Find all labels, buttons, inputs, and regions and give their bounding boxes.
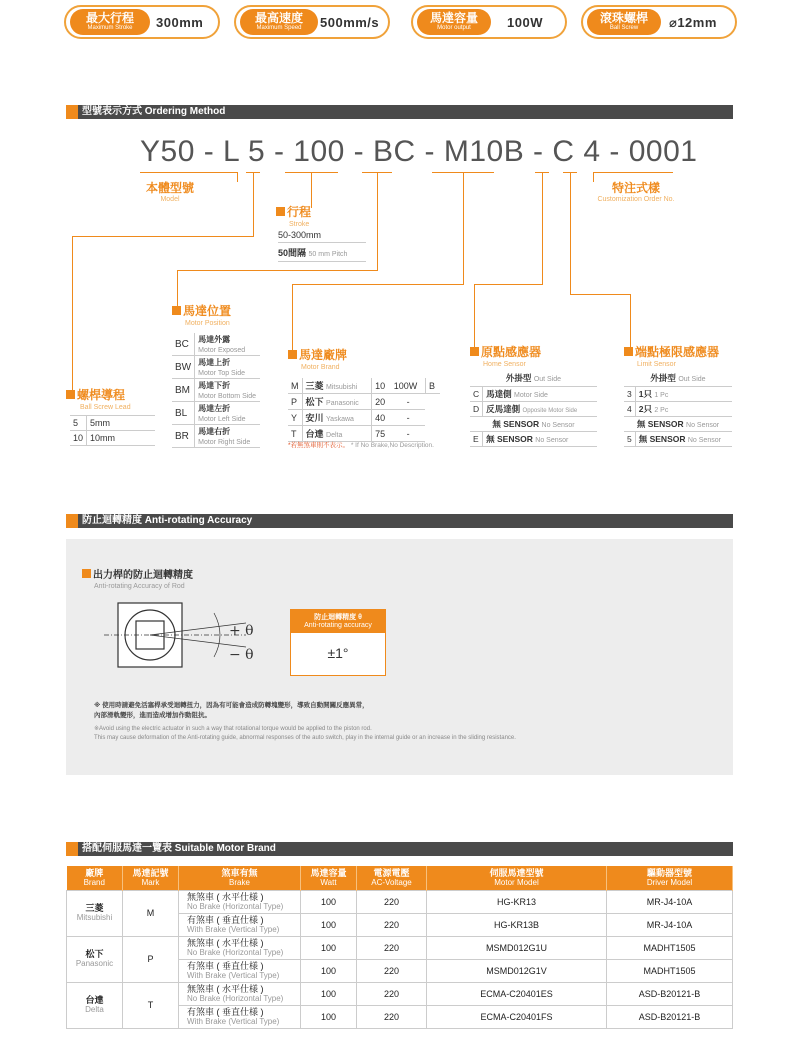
stroke-block: 行程 Stroke (276, 203, 366, 228)
spec-ball-screw (581, 5, 737, 39)
spec-motor-output (411, 5, 567, 39)
brand-table: M 三菱 Mitsubishi 10 100W B P 松下 Panasonic 20 - Y 安川 Yaskawa 40 - T 台達 Delta 75 - (288, 378, 440, 442)
lead-block: 螺桿導程 Ball Screw Lead (66, 386, 176, 411)
bullet-icon (82, 569, 91, 578)
spec-label-en: Motor output (437, 25, 471, 31)
table-row: 有煞車 ( 垂直仕様 ) With Brake (Vertical Type) 100 220 ECMA-C20401FS ASD-B20121-B (67, 1005, 733, 1028)
position-table: BC 馬達外露 Motor Exposed BW 馬達上折 Motor Top Side BM 馬達下折 Motor Bottom Side BL 馬達左折 Motor Left Side BR 馬達右折 Motor Right Side (172, 333, 260, 448)
limit-sensor-block: 端點極限感應器 Limit Sensor (624, 343, 744, 368)
spec-speed (234, 5, 390, 39)
bullet-icon (470, 347, 479, 356)
custom-label: 特注式樣 Customization Order No. (597, 181, 675, 203)
model-label: 本體型號 Model (145, 181, 194, 203)
brand-note: *若無煞車則不表示。 * If No Brake,No Description. (288, 442, 434, 449)
anti-section-bar (66, 514, 733, 528)
accuracy-box: 防止迴轉精度 θ Anti-rotating accuracy ±1° (290, 609, 386, 676)
home-sensor-table: 外掛型 Out Side C 馬達側 Motor Side D 反馬達側 Opposite Motor Side 無 SENSOR No Sensor E 無 SENSOR No Sensor (470, 371, 597, 447)
bullet-icon (172, 306, 181, 315)
spec-label: 滾珠螺桿 (599, 11, 648, 25)
section-title: 型號表示方式 Ordering Method (82, 106, 226, 117)
table-row: 有煞車 ( 垂直仕様 ) With Brake (Vertical Type) 100 220 MSMD012G1V MADHT1505 (67, 959, 733, 982)
table-row: 台達 Delta T 無煞車 ( 水平仕様 ) No Brake (Horizontal Type) 100 220 ECMA-C20401ES ASD-B20121-B (67, 982, 733, 1005)
bullet-icon (276, 207, 285, 216)
bullet-icon (624, 347, 633, 356)
model-code: Y50 - L 5 - 100 - BC - M10B - C 4 - 0001 (140, 135, 698, 168)
spec-label-en: Maximum Speed (256, 25, 302, 31)
brand-block: 馬達廠牌 Motor Brand (288, 346, 388, 371)
motor-table (66, 866, 733, 1029)
spec-value: ⌀12mm (669, 15, 717, 30)
minus-theta: − θ (229, 647, 254, 663)
spec-value: 500mm/s (320, 15, 380, 30)
section-title: 搭配伺服馬達一覽表 Suitable Motor Brand (82, 843, 276, 854)
stroke-range: 50-300mm (278, 230, 366, 243)
ordering-section-bar (66, 105, 733, 119)
spec-label-en: Ball Screw (609, 25, 639, 31)
bullet-icon (66, 390, 75, 399)
spec-label: 馬達容量 (429, 11, 478, 25)
home-sensor-block: 原點感應器 Home Sensor (470, 343, 600, 368)
limit-sensor-table: 外掛型 Out Side 3 1只 1 Pc 4 2只 2 Pc 無 SENSOR No Sensor 5 無 SENSOR No Sensor (624, 371, 732, 447)
bullet-icon (288, 350, 297, 359)
motor-section-bar (66, 842, 733, 856)
section-title: 防止迴轉精度 Anti-rotating Accuracy (82, 515, 253, 526)
stroke-pitch: 50間隔 50 mm Pitch (278, 246, 366, 262)
plus-theta: + θ (229, 623, 254, 639)
table-row: 松下 Panasonic P 無煞車 ( 水平仕様 ) No Brake (Horizontal Type) 100 220 MSMD012G1U MADHT1505 (67, 936, 733, 959)
anti-panel: 出力桿的防止迴轉精度 Anti-rotating Accuracy of Rod + θ − θ 防止迴轉精度 θ Anti-rotating accuracy ±1° ※ 使用時請避免活塞桿承受迴轉扭力，因為有可能會造成防轉塊變形，導致自動開關反應異常， 內部滑軌變形，進而造成增加作動阻抗。 ※Avoid using the electric actuator in such a way that rotational torque would be applied to the piston rod. This may cause deformation of the Anti-rotating guide, abnormal responses of the auto switch, play in the internal guide or an increase in the sliding resistance. (66, 539, 733, 775)
accuracy-value: ±1° (327, 645, 349, 661)
table-row: 有煞車 ( 垂直仕様 ) With Brake (Vertical Type) 100 220 HG-KR13B MR-J4-10A (67, 913, 733, 936)
spec-label-en: Maximum Stroke (87, 25, 133, 31)
spec-label: 最大行程 (85, 11, 134, 25)
position-block: 馬達位置 Motor Position (172, 302, 272, 327)
table-row: 三菱 Mitsubishi M 無煞車 ( 水平仕様 ) No Brake (Horizontal Type) 100 220 HG-KR13 MR-J4-10A (67, 890, 733, 913)
spec-stroke (64, 5, 220, 39)
spec-label: 最高速度 (254, 11, 303, 25)
spec-value: 300mm (156, 15, 204, 30)
anti-rotation-diagram (96, 599, 286, 683)
spec-value: 100W (507, 15, 543, 30)
table-header: 廠牌 Brand 馬達記號 Mark 煞車有無 Brake 馬達容量 Watt 電源電壓 AC-Voltage 伺服馬達型號 Motor Model 驅動器型號 Driver Model (67, 866, 733, 890)
lead-table: 5 5mm 10 10mm (70, 415, 155, 446)
